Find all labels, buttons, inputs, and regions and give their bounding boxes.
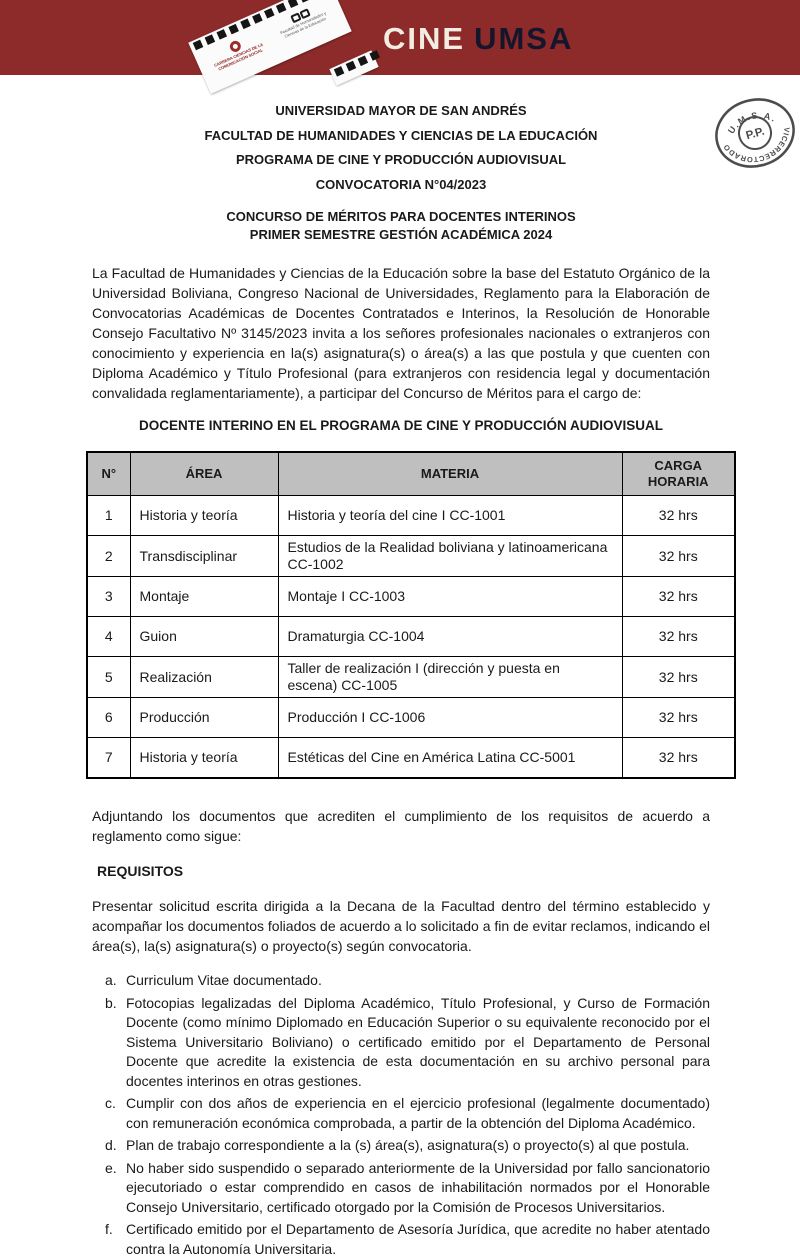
cell-materia: Taller de realización I (dirección y puesta en escena) CC-1005 (278, 657, 622, 698)
cell-area: Historia y teoría (130, 738, 278, 779)
table-header-row (87, 452, 735, 496)
title-block (92, 99, 710, 197)
header-area: ÁREA (130, 452, 278, 496)
cell-area: Guion (130, 617, 278, 657)
item-text: Fotocopias legalizadas del Diploma Académico, Título Profesional, y Curso de Formación Docente (como mínimo Diplomado en Educación Superior o su equivalente reconocido por el Sistema Universitario Boliviano) o certificado emitido por el Departamento de Personal Docente que acredite la existencia de esta documentación en su archivo personal para docentes interinos en otras gestiones. (126, 994, 710, 1089)
cell-carga: 32 hrs (622, 496, 735, 536)
cell-num: 3 (87, 577, 130, 617)
facultad-caption: Facultad de Humanidades y Ciencias de la Educación (279, 10, 327, 39)
item-letter: d. (105, 1137, 117, 1153)
table-row (87, 738, 735, 779)
cell-carga: 32 hrs (622, 657, 735, 698)
title-faculty: FACULTAD DE HUMANIDADES Y CIENCIAS DE LA EDUCACIÓN (204, 127, 598, 143)
cell-materia: Estudios de la Realidad boliviana y latinoamericana CC-1002 (278, 536, 622, 577)
list-item (92, 994, 710, 1092)
presentar-paragraph: Presentar solicitud escrita dirigida a la Decana de la Facultad dentro del término establecido y acompañar los documentos foliados de acuerdo a lo solicitado a fin de evitar reclamos, indicando el área(s), la(s) asignatura(s) o proyecto(s) según convocatoria. (92, 898, 710, 954)
cell-num: 4 (87, 617, 130, 657)
carrera-caption: CARRERA CIENCIAS DE LA COMUNICACIÓN SOCIAL (213, 41, 264, 72)
cell-num: 6 (87, 698, 130, 738)
table-row (87, 496, 735, 536)
item-text: Curriculum Vitae documentado. (126, 972, 322, 988)
stamp-bottom-text: VICERRECTORADO (721, 126, 792, 165)
item-letter: e. (105, 1159, 117, 1176)
cell-materia: Estéticas del Cine en América Latina CC-5001 (278, 738, 622, 779)
cell-area: Producción (130, 698, 278, 738)
header-num: N° (87, 452, 130, 496)
brand-umsa: UMSA (474, 21, 574, 56)
cell-materia: Producción I CC-1006 (278, 698, 622, 738)
intro-paragraph: La Facultad de Humanidades y Ciencias de la Educación sobre la base del Estatuto Orgánico de la Universidad Boliviana, Congreso Nacional de Universidades, Reglamento para la Elaboración de Convocatorias Académicas de Docentes Contratados e Interinos, la Resolución de Honorable Consejo Facultativo Nº 3145/2023 invita a los señores profesionales nacionales o extranjeros con conocimiento y experiencia en la(s) asignatura(s) o área(s) a las que postula y que cuenten con Diploma Académico y Título Profesional (para extranjeros con residencia legal y documentación convalidada reglamentariamente), a participar del Concurso de Méritos para el cargo de: (92, 265, 710, 401)
title-program: PROGRAMA DE CINE Y PRODUCCIÓN AUDIOVISUAL (235, 152, 567, 167)
cell-area: Historia y teoría (130, 496, 278, 536)
cell-materia: Montaje I CC-1003 (278, 577, 622, 617)
item-text: No haber sido suspendido o separado anteriormente de la Universidad por fallo sancionatorio ejecutoriado o estar comprendido en casos de inhabilitación normados por el Honorable Consejo Universitario, certificado otorgado por la Comisión de Procesos Universitarios. (126, 1159, 710, 1215)
cell-num: 5 (87, 657, 130, 698)
item-text: Cumplir con dos años de experiencia en el ejercicio profesional (legalmente documentado) con remuneración económica comprobada, a partir de la obtención del Diploma Académico. (126, 1095, 710, 1131)
list-item (92, 1159, 710, 1218)
list-item (92, 971, 710, 991)
subtitle-concurso: CONCURSO DE MÉRITOS PARA DOCENTES INTERINOS (226, 209, 576, 224)
table-row (87, 536, 735, 577)
list-item (92, 1220, 710, 1259)
brand-cine: CINE (383, 21, 466, 56)
cell-carga: 32 hrs (622, 536, 735, 577)
adjuntando-paragraph: Adjuntando los documentos que acrediten el cumplimiento de los requisitos de acuerdo a reglamento como sigue: (92, 808, 710, 844)
cell-area: Realización (130, 657, 278, 698)
item-text: Plan de trabajo correspondiente a la (s) área(s), asignatura(s) o proyecto(s) al que postula. (126, 1137, 690, 1153)
cell-carga: 32 hrs (622, 577, 735, 617)
cell-materia: Historia y teoría del cine I CC-1001 (278, 496, 622, 536)
courses-table (86, 451, 736, 779)
item-text: Certificado emitido por el Departamento de Asesoría Jurídica, que acredite no haber atentado contra la Autonomía Universitaria. (126, 1221, 710, 1257)
table-row (87, 617, 735, 657)
cell-carga: 32 hrs (622, 698, 735, 738)
cell-num: 7 (87, 738, 130, 779)
table-row (87, 577, 735, 617)
subtitle-semestre: PRIMER SEMESTRE GESTIÓN ACADÉMICA 2024 (249, 227, 553, 242)
cell-carga: 32 hrs (622, 617, 735, 657)
requisitos-heading: REQUISITOS (97, 863, 184, 879)
stamp-top-text: U.M.S.A. (725, 110, 779, 136)
list-item (92, 1136, 710, 1156)
list-item (92, 1094, 710, 1133)
cine-umsa-wordmark (383, 21, 573, 57)
header-carga: CARGA HORARIA (622, 452, 735, 496)
item-letter: b. (105, 994, 117, 1011)
filmstrip-logo (188, 0, 351, 94)
item-letter: c. (105, 1095, 116, 1111)
subtitle-block (92, 208, 710, 244)
position-heading: DOCENTE INTERINO EN EL PROGRAMA DE CINE Y PRODUCCIÓN AUDIOVISUAL (138, 418, 664, 433)
title-university: UNIVERSIDAD MAYOR DE SAN ANDRÉS (275, 103, 527, 118)
header-materia: MATERIA (278, 452, 622, 496)
cell-num: 2 (87, 536, 130, 577)
item-letter: f. (105, 1221, 113, 1237)
table-row (87, 657, 735, 698)
header-banner (0, 0, 800, 75)
cell-area: Transdisciplinar (130, 536, 278, 577)
requirements-list (92, 971, 710, 1259)
item-letter: a. (105, 972, 117, 988)
document-body (0, 99, 800, 1259)
filmstrip-fragment-icon (329, 50, 378, 85)
title-convocatoria: CONVOCATORIA N°04/2023 (315, 176, 487, 192)
cell-materia: Dramaturgia CC-1004 (278, 617, 622, 657)
cell-area: Montaje (130, 577, 278, 617)
table-row (87, 698, 735, 738)
stamp-center-text: P.P. (744, 125, 766, 143)
cell-carga: 32 hrs (622, 738, 735, 779)
cell-num: 1 (87, 496, 130, 536)
